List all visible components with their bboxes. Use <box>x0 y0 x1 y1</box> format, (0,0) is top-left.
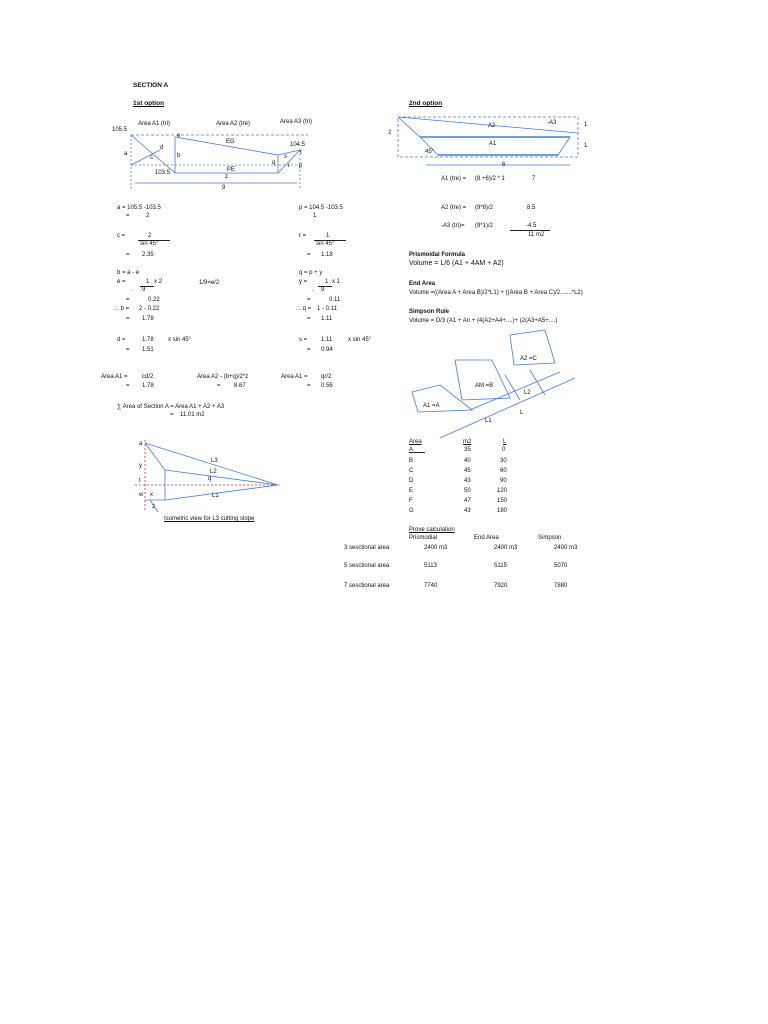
prove-row-7-label: 7 sesctional area <box>344 583 390 589</box>
label-d: d <box>160 145 164 151</box>
right-slope <box>558 137 570 155</box>
calc-s-result: 0.94 <box>321 347 333 353</box>
end-area-title: End Area <box>409 281 436 287</box>
calc-s-label: s = <box>299 337 308 343</box>
iso-label-y: y <box>139 463 142 469</box>
calc-y-dot: . <box>312 287 314 293</box>
tick-2 <box>530 370 545 395</box>
table-row-c-l: 60 <box>500 468 507 474</box>
calc-c-eq: = <box>126 252 130 258</box>
sum-area-eq: = <box>170 412 174 418</box>
sections-sketch <box>412 330 575 438</box>
calc-d-eq: = <box>126 347 130 353</box>
label-t: t <box>300 150 302 156</box>
label-c: c <box>150 155 153 161</box>
iso-label-a: a <box>139 441 143 447</box>
calc-d-value: 1.78 <box>142 337 154 343</box>
prove-row-5-prismodial: 5113 <box>424 563 437 569</box>
label-pe: PE <box>227 167 236 173</box>
calc-q2-eq: = <box>307 316 311 322</box>
calc-c-value: 2.35 <box>142 252 154 258</box>
calc-s-eq: = <box>307 347 311 353</box>
iso-label-t: t <box>139 478 141 484</box>
table-row-a-m2: 35 <box>464 447 471 453</box>
section-title: SECTION A <box>133 82 169 89</box>
opt2-a2-formula: (9*8)/2 <box>475 205 494 211</box>
prove-title: Prove calculation <box>409 527 455 533</box>
prove-header-prismodial: Prismodial <box>409 535 438 541</box>
label-a1: A1 <box>489 141 497 147</box>
sketch-label-amb: AM =B <box>475 383 494 389</box>
calc-p-line: p = 104.5 -103.5 <box>299 205 343 211</box>
area-a3-label: Area A1 = <box>281 374 308 380</box>
tick-1 <box>505 375 520 400</box>
label-q: q <box>272 160 276 166</box>
table-row-d-area: D <box>409 478 414 484</box>
calc-y-numerator: 1 <box>325 279 329 285</box>
calc-e-note: 1/9=e/2 <box>199 280 220 286</box>
table-header-area: Area <box>409 439 422 445</box>
prove-row-3-prismodial: 2400 m3 <box>424 545 448 551</box>
calc-e-label: e = <box>117 279 126 285</box>
calc-b2-label: .:. b = <box>114 306 130 312</box>
table-row-f-l: 150 <box>497 498 508 504</box>
calc-y-times: x 1 <box>332 279 341 285</box>
calc-d-times: x sin 45° <box>168 337 192 343</box>
label-area-a3: Area A3 (tri) <box>280 119 313 125</box>
calc-r-label: r = <box>299 233 307 239</box>
iso-label-x: x <box>150 492 153 498</box>
calc-d-label: d = <box>117 337 126 343</box>
calc-a-value: 2 <box>146 213 150 219</box>
prove-row-5-label: 5 sesctional area <box>344 563 390 569</box>
opt2-a2-label: A2 (tre) = <box>441 205 467 211</box>
calc-s-times: x sin 45° <box>348 337 372 343</box>
calc-p-value: 1 <box>313 213 317 219</box>
table-row-g-m2: 43 <box>464 508 471 514</box>
calc-a-line: a = 105.5 -103.5 <box>117 205 161 211</box>
table-row-e-l: 120 <box>497 488 508 494</box>
iso-label-l2: L2 <box>210 469 217 475</box>
label-1-right: 1 <box>584 143 588 149</box>
length-line-1 <box>440 378 575 438</box>
sketch-label-l: L <box>520 410 524 416</box>
option2-heading: 2nd option <box>409 100 443 107</box>
sketch-label-a2c: A2 =C <box>520 356 537 362</box>
prove-header-end-area: End Area <box>474 535 499 541</box>
table-row-f-m2: 47 <box>464 498 471 504</box>
diag-d <box>131 150 160 165</box>
sketch-label-l1: L1 <box>485 418 492 424</box>
end-area-formula: Volume =((Area A + Area B)/2*L1) + ((Area B + Area C)/2.......*L2) <box>409 290 583 296</box>
sum-area-value: 11.01 m2 <box>180 412 205 418</box>
table-row-a-area: A <box>409 447 414 453</box>
label-area-a2: Area A2 (tre) <box>216 121 251 127</box>
isometric-caption: Isometric view for L3 cutting slope <box>164 516 255 522</box>
label-a: a <box>124 151 128 157</box>
calc-e-numerator: 1 <box>146 279 150 285</box>
label-area-a1: Area A1 (tri) <box>138 121 171 127</box>
prove-row-7-end-area: 7920 <box>494 583 508 589</box>
table-header-l: L <box>503 439 507 445</box>
table-row-e-m2: 50 <box>464 488 471 494</box>
table-row-a-l: 0 <box>502 447 506 453</box>
prove-row-5-simpson: 5070 <box>554 563 568 569</box>
calc-e-eq: = <box>126 297 130 303</box>
area-a1-value: 1.78 <box>142 383 154 389</box>
calc-y-value: 0.11 <box>329 297 341 303</box>
calc-b-line: b = a - e <box>117 270 140 276</box>
calc-q2-result: 1.11 <box>321 316 333 322</box>
opt2-a1-label: A1 (tre) = <box>441 176 467 182</box>
opt2-a3-value: -4.5 <box>526 223 537 229</box>
opt2-a1-formula: (8 +6)/2 * 1 <box>475 176 505 182</box>
opt2-a1-value: 7 <box>532 176 536 182</box>
prove-row-3-simpson: 2400 m3 <box>554 545 578 551</box>
opt2-total: 11 m2 <box>528 232 545 238</box>
left-top-slope <box>398 117 420 137</box>
iso-label-q: q <box>208 476 212 482</box>
calc-q2-label: .:. q = <box>296 306 312 312</box>
label-1-top: 1 <box>584 122 588 128</box>
calc-e-value: 0.22 <box>148 297 160 303</box>
label-s: s <box>284 154 287 160</box>
prove-row-7-prismodial: 7740 <box>424 583 438 589</box>
prismoidal-title: Prismoidal Formula <box>409 252 466 258</box>
area-a3-eq: = <box>307 383 311 389</box>
calc-y-label: y = <box>299 279 308 285</box>
simpson-title: Simpson Rule <box>409 309 450 315</box>
label-6: 6 <box>502 162 506 168</box>
label-a2: A2 <box>488 123 496 129</box>
area-a1-eq: = <box>126 383 130 389</box>
label-e: e <box>177 133 181 139</box>
opt2-a3-label: -A3 (tri)= <box>441 223 465 229</box>
sum-area-label: ∑ Area of Section A = Area A1 + A2 + A3 <box>117 404 225 410</box>
table-row-g-l: 180 <box>497 508 508 514</box>
calc-e-dot: . <box>132 287 134 293</box>
table-row-b-m2: 40 <box>464 458 471 464</box>
table-row-d-m2: 43 <box>464 478 471 484</box>
calc-y-eq: = <box>307 297 311 303</box>
area-a1-formula: cd/2 <box>142 374 154 380</box>
calc-a-eq: = <box>126 213 130 219</box>
section-a-option1-figure <box>131 135 308 190</box>
area-a3-value: 0.56 <box>321 383 333 389</box>
label-105: 105.5 <box>112 127 128 133</box>
calc-c-label: c = <box>117 233 126 239</box>
area-a3-formula: qr/2 <box>321 374 332 380</box>
calc-r-eq: = <box>307 252 311 258</box>
table-row-c-m2: 45 <box>464 468 471 474</box>
opt2-a2-value: 8.5 <box>527 205 536 211</box>
prismoidal-formula: Volume = L/6 (A1 + 4AM + A2) <box>409 260 504 267</box>
calc-b2-eq: = <box>126 316 130 322</box>
calc-q-line: q = p + y <box>299 270 323 276</box>
label-45-deg: 45° <box>425 149 435 155</box>
label-9: 9 <box>222 185 226 191</box>
area-a2-label: Area A2 - (b+q)/2*z <box>197 374 249 380</box>
label-2: 2 <box>388 130 392 136</box>
iso-label-l3: L3 <box>211 458 218 464</box>
iso-label-z: z <box>152 504 155 510</box>
sketch-label-l2: L2 <box>524 390 531 396</box>
simpson-formula: Volume = D/3 (A1 + An + (4(A2+A4+....)+ (2(A3+A5+....) <box>409 318 558 324</box>
label-r: r <box>288 163 290 169</box>
sum-rule <box>510 230 550 231</box>
section-b-shape <box>455 360 510 400</box>
edge-a <box>145 443 165 470</box>
table-row-d-l: 90 <box>500 478 507 484</box>
label-z: z <box>225 174 228 180</box>
prove-row-3-end-area: 2400 m3 <box>494 545 518 551</box>
table-row-f-area: F <box>409 498 413 504</box>
iso-label-l1: L1 <box>212 493 219 499</box>
area-a2-eq: = <box>217 383 221 389</box>
sketch-label-a1a: A1 =A <box>423 403 440 409</box>
line-L1 <box>165 485 278 500</box>
calc-b2-result: 1.78 <box>142 316 154 322</box>
table-row-g-area: G <box>409 508 414 514</box>
table-header-m2: m2 <box>463 439 472 445</box>
prove-row-7-simpson: 7880 <box>554 583 568 589</box>
calc-d-result: 1.51 <box>142 347 154 353</box>
calc-c-denominator: sin 45° <box>140 241 159 247</box>
calc-y-denominator: 9 <box>321 287 325 293</box>
section-a-shape <box>412 385 472 412</box>
calc-r-numerator: 1 <box>326 233 330 239</box>
label-p: p <box>299 163 303 169</box>
label-b: b <box>177 153 181 159</box>
calc-e-denominator: 9 <box>142 287 146 293</box>
label-eg: EG <box>226 139 235 145</box>
calc-q2-value: 1 - 0.11 <box>317 306 337 312</box>
calc-c-numerator: 2 <box>148 233 152 239</box>
prove-row-3-label: 3 sesctional area <box>344 545 390 551</box>
label-103: 103.5 <box>155 170 171 176</box>
prove-header-simpson: Simpson <box>538 535 562 541</box>
iso-label-w: w <box>139 492 144 498</box>
table-row-c-area: C <box>409 468 414 474</box>
table-row-b-l: 30 <box>500 458 507 464</box>
line-L2 <box>165 470 278 485</box>
label-104: 104.5 <box>290 142 306 148</box>
area-a2-value: 8.67 <box>234 383 246 389</box>
calc-e-times: x 2 <box>154 279 163 285</box>
right-slope-top <box>278 150 300 155</box>
label-minus-a3: -A3 <box>547 120 557 126</box>
calc-b2-value: 2 - 0.22 <box>139 306 160 312</box>
prove-row-5-end-area: 5115 <box>494 563 507 569</box>
option1-heading: 1st option <box>133 100 165 107</box>
area-a1-label: Area A1 = <box>101 374 128 380</box>
table-row-e-area: E <box>409 488 414 494</box>
calc-r-denominator: sin 45° <box>316 241 335 247</box>
calc-s-value: 1.11 <box>321 337 333 343</box>
opt2-a3-formula: (9*1)/2 <box>475 223 494 229</box>
table-row-b-area: B <box>409 458 414 464</box>
calc-r-value: 1.18 <box>321 252 333 258</box>
